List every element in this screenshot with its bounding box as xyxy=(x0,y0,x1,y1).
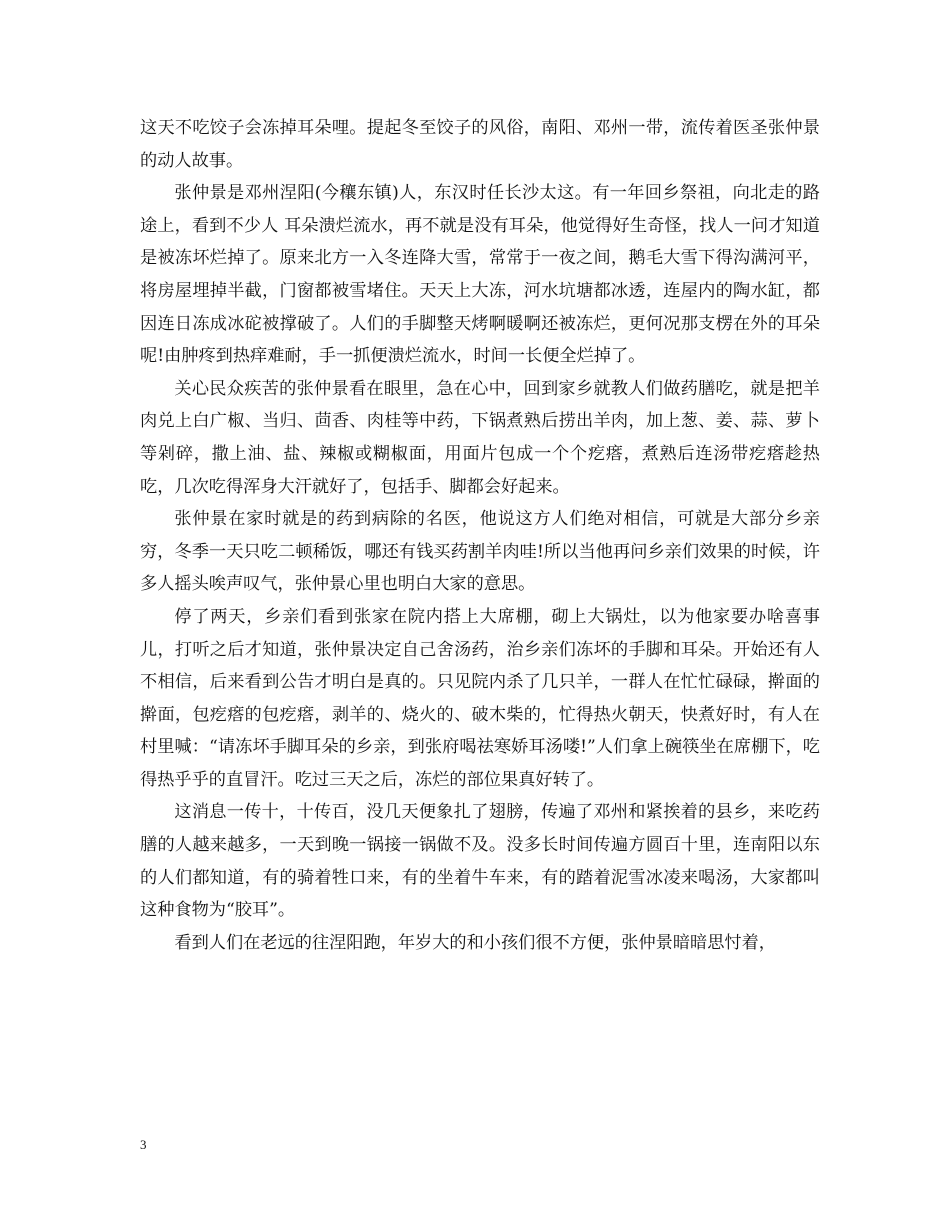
paragraph-3: 关心民众疾苦的张仲景看在眼里，急在心中，回到家乡就教人们做药膳吃，就是把羊肉兑上白广椒、当归、茴香、肉桂等中药，下锅煮熟后捞出羊肉，加上葱、姜、蒜、萝卜等剁碎，撒上油、盐、辣椒或糊椒面，用面片包成一个个疙瘩，煮熟后连汤带疙瘩趁热吃，几次吃得浑身大汗就好了，包括手、脚都会好起来。 xyxy=(140,378,820,497)
paragraph-2: 张仲景是邓州涅阳(今穰东镇)人，东汉时任长沙太这。有一年回乡祭祖，向北走的路途上，看到不少人 耳朵溃烂流水，再不就是没有耳朵，他觉得好生奇怪，找人一问才知道是被冻坏烂掉了。原来北方一入冬连降大雪，常常于一夜之间，鹅毛大雪下得沟满河平，将房屋埋掉半截，门窗都被雪堵住。天天上大冻，河水坑塘都冰透，连屋内的陶水缸，都因连日冻成冰砣被撑破了。人们的手脚整天烤啊暖啊还被冻烂，更何况那支楞在外的耳朵呢!由肿疼到热痒难耐，手一抓便溃烂流水，时间一长便全烂掉了。 xyxy=(140,183,820,367)
paragraph-7: 看到人们在老远的往涅阳跑，年岁大的和小孩们很不方便，张仲景暗暗思忖着， xyxy=(174,932,776,953)
paragraph-6: 这消息一传十，十传百，没几天便象扎了翅膀，传遍了邓州和紧挨着的县乡，来吃药膳的人越来越多，一天到晚一锅接一锅做不及。没多长时间传遍方圆百十里，连南阳以东的人们都知道，有的骑着牲口来，有的坐着牛车来，有的踏着泥雪冰凌来喝汤，大家都叫这种食物为“胶耳”。 xyxy=(140,802,820,921)
paragraph-5: 停了两天，乡亲们看到张家在院内搭上大席棚，砌上大锅灶，以为他家要办啥喜事儿，打听之后才知道，张仲景决定自己舍汤药，治乡亲们冻坏的手脚和耳朵。开始还有人不相信，后来看到公告才明白是真的。只见院内杀了几只羊，一群人在忙忙碌碌，擀面的擀面，包疙瘩的包疙瘩，剥羊的、烧火的、破木柴的，忙得热火朝天，快煮好时，有人在村里喊：“请冻坏手脚耳朵的乡亲，到张府喝祛寒娇耳汤喽!”人们拿上碗筷坐在席棚下，吃得热乎乎的直冒汗。吃过三天之后，冻烂的部位果真好转了。 xyxy=(140,606,820,790)
paragraph-1: 这天不吃饺子会冻掉耳朵哩。提起冬至饺子的风俗，南阳、邓州一带，流传着医圣张仲景的动人故事。 xyxy=(140,118,820,171)
paragraph-4: 张仲景在家时就是的药到病除的名医，他说这方人们绝对相信，可就是大部分乡亲穷，冬季一天只吃二顿稀饭，哪还有钱买药割羊肉哇!所以当他再问乡亲们效果的时候，许多人摇头唉声叹气，张仲景心里也明白大家的意思。 xyxy=(140,509,820,595)
body-text xyxy=(140,112,820,959)
page-number: 3 xyxy=(140,1137,147,1152)
